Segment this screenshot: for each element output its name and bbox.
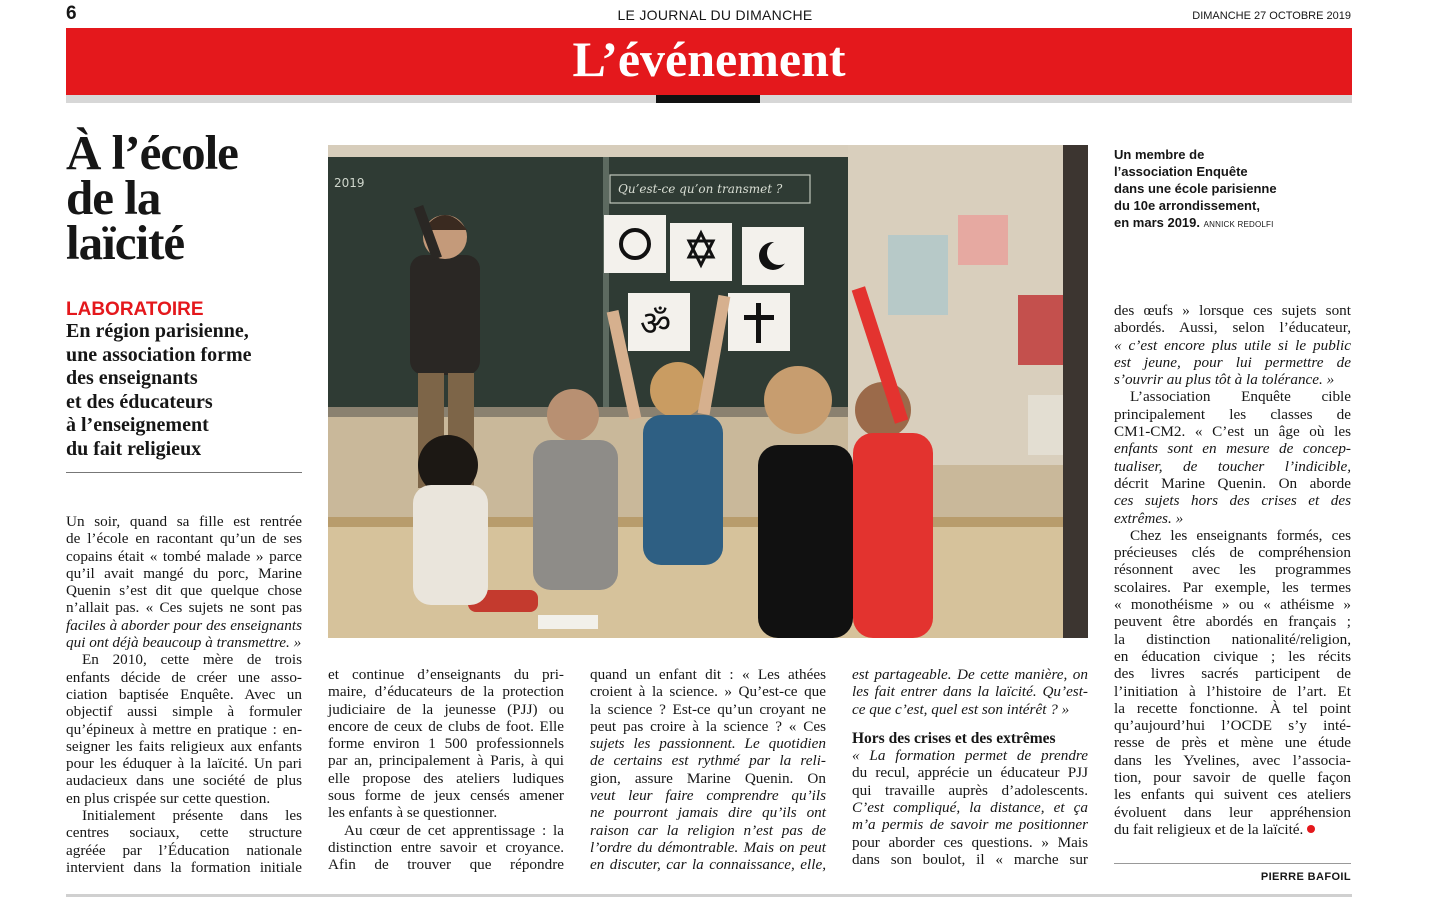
spacer [852, 718, 1088, 730]
body-line: Un soir, quand sa fille est rentrée [66, 513, 302, 530]
body-line: enfants décide de créer une asso- [66, 668, 302, 686]
photo-caption [1114, 146, 1314, 231]
body-line: maire, d’éducateurs de la protection [328, 683, 564, 701]
body-line: l’ordre du démontrable. Mais on peut [590, 838, 826, 856]
body-line: seigner les faits religieux aux enfants [66, 737, 302, 755]
headline-line: de la [66, 170, 161, 225]
subhead-line: En région parisienne, [66, 320, 249, 342]
body-line: « c’est encore plus utile si le public [1114, 336, 1351, 354]
board-text: Qu’est-ce qu’on transmet ? [618, 182, 783, 196]
body-line: les fait entrer dans la laïcité. Qu’est- [852, 683, 1088, 701]
body-line: sujets les passionnent. Le quotidien [590, 735, 826, 753]
body-line: pour aborder ces questions. » Mais [852, 833, 1088, 851]
body-line: la science ? Est-ce qu’un croyant ne [590, 700, 826, 718]
headline-line: laïcité [66, 215, 185, 270]
body-line: ces sujets hors des crises et des [1114, 492, 1351, 510]
body-line: des livres sacrés participent de [1114, 665, 1351, 683]
article-column-1 [66, 513, 302, 876]
body-line: Au cœur de cet apprentissage : la [344, 821, 564, 839]
author-signature: PIERRE BAFOIL [1260, 871, 1351, 883]
signature-rule [1114, 863, 1351, 864]
body-line: « La formation permet de prendre [852, 747, 1088, 765]
classroom-photo-illustration [328, 145, 1088, 638]
banner-tab [656, 95, 760, 103]
body-line: tualiser, de toucher l’indicible, [1114, 457, 1351, 475]
body-line: les enfants à se questionner. [328, 804, 498, 822]
body-line: peut pas croire à la science ? « Ces [590, 717, 826, 735]
section-banner [66, 28, 1352, 95]
body-line: la distinction nationalité/religion, [1114, 630, 1351, 648]
body-line: la recette fonctionne. À tel point [1114, 699, 1351, 717]
caption-line: l’association Enquête [1114, 164, 1248, 179]
body-line: CM1-CM2. « C’est un âge où les [1114, 423, 1351, 441]
body-line: ciation baptisée Enquête. Avec un [66, 685, 302, 703]
body-line: En 2010, cette mère de trois [82, 651, 302, 669]
body-line: gion, assure Marine Quenin. On [590, 769, 826, 787]
subhead-line: du fait religieux [66, 437, 202, 460]
body-line: est jeune, pour lui permettre de [1114, 353, 1351, 371]
body-line: ne pourront jamais dire qu’ils ont [590, 804, 826, 822]
headline-line: À l’école [66, 125, 238, 180]
body-line: Quenin s’est dit que quelque chose [66, 582, 302, 600]
body-line: copains était « tombé malade » parce [66, 547, 302, 565]
body-line: centres sociaux, cette structure [66, 824, 302, 842]
body-line: résonnent avec les programmes [1114, 561, 1351, 579]
body-line: Initialement présente dans les [82, 807, 302, 825]
subhead-line: à l’enseignement [66, 414, 209, 436]
body-line: L’association Enquête cible [1130, 388, 1351, 406]
caption-line: du 10e arrondissement, [1114, 198, 1260, 213]
svg-text:ॐ: ॐ [640, 304, 672, 344]
body-line: l’initiation à l’histoire de l’art. Et [1114, 682, 1351, 700]
caption-text: en mars 2019. [1114, 215, 1201, 230]
board-year: 2019 [334, 176, 365, 190]
kicker: LABORATOIRE [66, 299, 204, 320]
body-line: par an, principalement à Paris, à qui [328, 752, 564, 770]
body-line: de certains est rythmé par la reli- [590, 752, 826, 770]
body-line: qu’il avait mangé du porc, Marine [66, 564, 302, 582]
body-line: qu’aujourd’hui l’OCDE s’y inté- [1114, 717, 1351, 735]
body-line: Chez les enseignants formés, ces [1130, 526, 1351, 544]
body-line: du recul, apprécie un éducateur PJJ [852, 764, 1088, 782]
body-line: ce que c’est, quel est son intérêt ? » [852, 700, 1070, 718]
page-number: 6 [66, 3, 77, 24]
subheading: Hors des crises et des extrêmes [852, 729, 1056, 747]
article-column-4 [852, 666, 1088, 868]
body-line: en discuter, car la connaissance, elle, [590, 856, 826, 874]
body-line: distinction entre savoir et croyance. [328, 838, 564, 856]
subhead-rule [66, 472, 302, 473]
body-line: croient à la science. » Qu’est-ce que [590, 683, 826, 701]
body-line: elle propose des ateliers ludiques [328, 769, 564, 787]
body-line: enfants sont en mesure de concep- [1114, 440, 1351, 458]
body-line: qu’épineux à mettre en pratique : en- [66, 720, 302, 738]
body-line: Afin de trouver que répondre [328, 856, 564, 874]
body-line: n’allait pas. « Ces sujets ne sont pas [66, 599, 302, 617]
body-line: et continue d’enseignants du pri- [328, 666, 564, 683]
body-line: qui travaille auprès d’adolescents. [852, 781, 1088, 799]
subhead-line: et des éducateurs [66, 390, 213, 413]
body-line: dans son boulot, il « marche sur [852, 850, 1088, 868]
body-line: C’est compliqué, la distance, et ça [852, 799, 1088, 817]
body-line: sous forme de jeux censés amener [328, 787, 564, 805]
body-line: agréée par l’Éducation nationale [66, 841, 302, 859]
body-line: tion, pour savoir de quelle façon [1114, 769, 1351, 787]
article-column-2 [328, 666, 564, 874]
article-column-3 [590, 666, 826, 874]
body-line: abordés. Aussi, selon l’éducateur, [1114, 319, 1351, 337]
body-line: pour les éduquer à la laïcité. Un pari [66, 755, 302, 773]
body-line: les enfants qui suivent ces ateliers [1114, 786, 1351, 804]
body-line: audacieux dans une société de plus [66, 772, 302, 790]
body-line: extrêmes. » [1114, 509, 1184, 527]
body-line: est partageable. De cette manière, on [852, 666, 1088, 683]
body-line: dans les Yvelines, avec l’associa- [1114, 751, 1351, 769]
body-line: judiciaire de la jeunesse (PJJ) ou [328, 700, 564, 718]
body-line: décrit Marine Quenin. On aborde [1114, 474, 1351, 492]
caption-line: dans une école parisienne [1114, 181, 1277, 196]
body-line: de l’école en racontant qu’un de ses [66, 530, 302, 548]
body-line: précieuses clés de compréhension [1114, 544, 1351, 562]
body-line: encore de ceux de clubs de foot. Elle [328, 717, 564, 735]
bottom-rule [66, 894, 1352, 897]
caption-line [1114, 214, 1314, 231]
body-line-final [1114, 821, 1351, 838]
photo-credit: ANNICK REDOLFI [1203, 220, 1274, 229]
subhead-line: des enseignants [66, 367, 198, 389]
journal-name: LE JOURNAL DU DIMANCHE [617, 7, 813, 23]
body-line: faciles à aborder pour des enseignants [66, 616, 302, 634]
subhead [66, 320, 306, 461]
body-line: m’a permis de savoir me positionner [852, 816, 1088, 834]
body-line: scolaires. Par exemple, les termes [1114, 578, 1351, 596]
body-line: principalement les classes de [1114, 405, 1351, 423]
body-line: resse de près et mène une étude [1114, 734, 1351, 752]
headline [66, 125, 306, 270]
body-line: en éducation civique ; les récits [1114, 647, 1351, 665]
issue-date: DIMANCHE 27 OCTOBRE 2019 [1192, 10, 1351, 22]
classroom-photo [328, 145, 1088, 638]
article-column-5 [1114, 302, 1351, 838]
body-line: en plus crispée sur cette question. [66, 789, 271, 807]
body-line: « monothéisme » ou « athéisme » [1114, 596, 1351, 614]
body-line: objectif aussi simple à formuler [66, 703, 302, 721]
section-title: L’événement [572, 31, 846, 87]
caption-line: Un membre de [1114, 147, 1205, 162]
body-line: qui ont déjà beaucoup à transmettre. » [66, 634, 302, 652]
body-line: veut leur faire comprendre qu’ils [590, 787, 826, 805]
end-mark-icon [1307, 825, 1315, 833]
body-line: quand un enfant dit : « Les athées [590, 666, 826, 683]
body-line: évoluent dans leur appréhension [1114, 803, 1351, 821]
body-line: intervient dans la formation initiale [66, 858, 302, 876]
subhead-line: une association forme [66, 343, 252, 366]
body-line: peuvent être abordés en français ; [1114, 613, 1351, 631]
body-line: forme environ 1 500 professionnels [328, 735, 564, 753]
body-line: du fait religieux et de la laïcité. [1114, 820, 1304, 838]
body-line: raison car la religion n’est pas de [590, 821, 826, 839]
body-line: s’ouvrir au plus tôt à la tolérance. » [1114, 371, 1335, 389]
body-line: des œufs » lorsque ces sujets sont [1114, 302, 1351, 319]
